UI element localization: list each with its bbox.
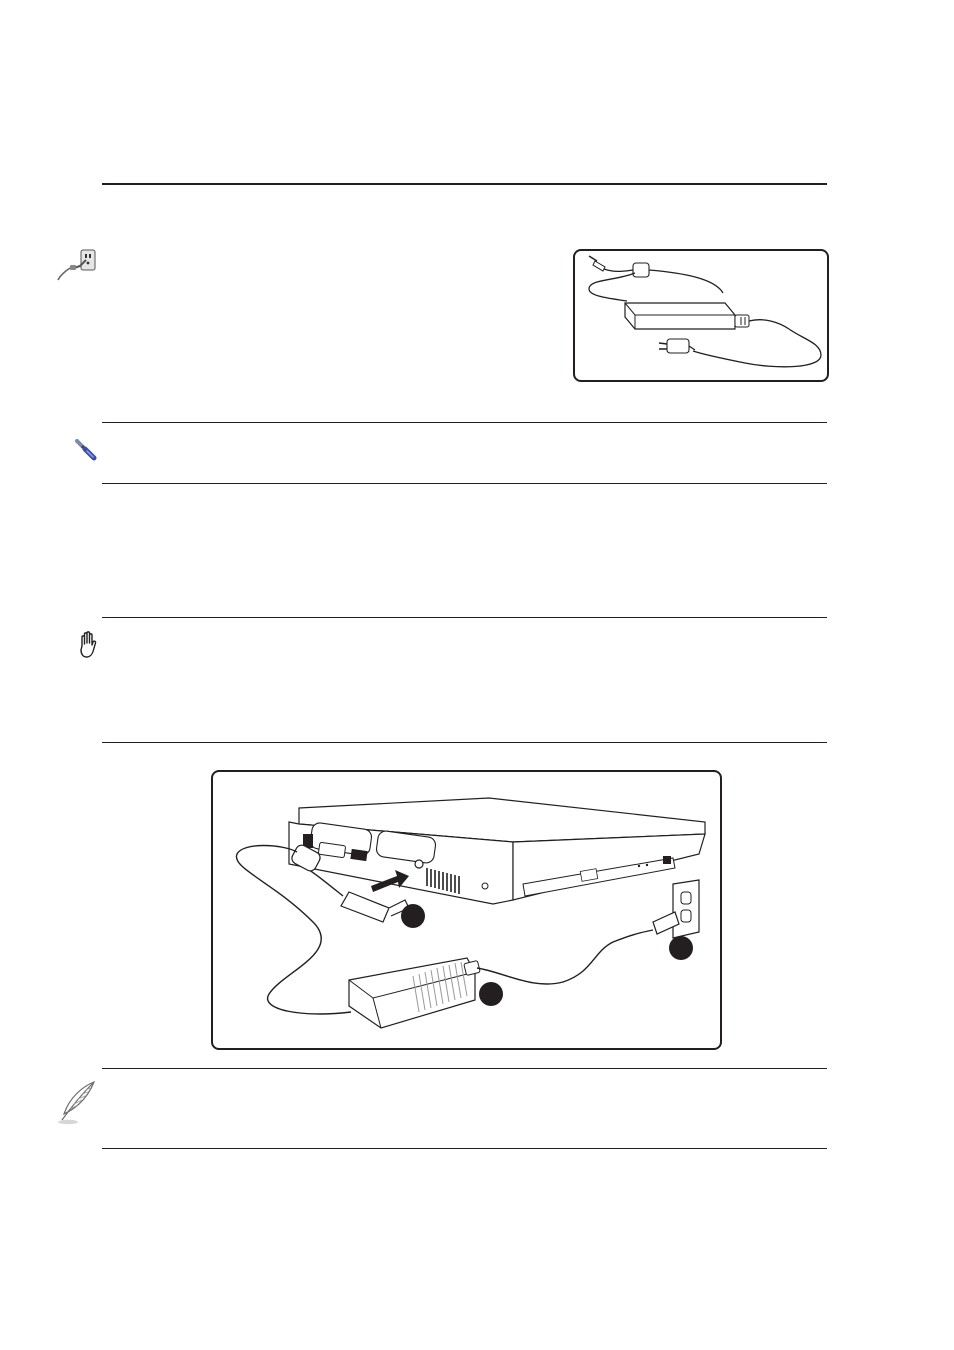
- stop-hand-icon: [76, 630, 100, 660]
- note-top-rule: [102, 1068, 827, 1069]
- warning-bottom-rule: [102, 742, 827, 743]
- connection-illustration: [213, 772, 720, 1048]
- step-badge-2: [669, 936, 693, 960]
- power-outlet-icon: [56, 248, 100, 284]
- note-bottom-rule: [102, 1148, 827, 1149]
- tip-top-rule: [102, 422, 827, 423]
- screwdriver-tip-icon: [74, 437, 100, 463]
- warning-top-rule: [102, 617, 827, 618]
- header-rule: [102, 183, 827, 185]
- quill-note-icon: [56, 1080, 98, 1126]
- adapter-figure: [573, 249, 829, 382]
- connection-figure: [211, 770, 722, 1050]
- adapter-illustration: [575, 251, 827, 380]
- step-badge-1: [401, 904, 425, 928]
- tip-bottom-rule: [102, 483, 827, 484]
- step-badge-3: [479, 982, 503, 1006]
